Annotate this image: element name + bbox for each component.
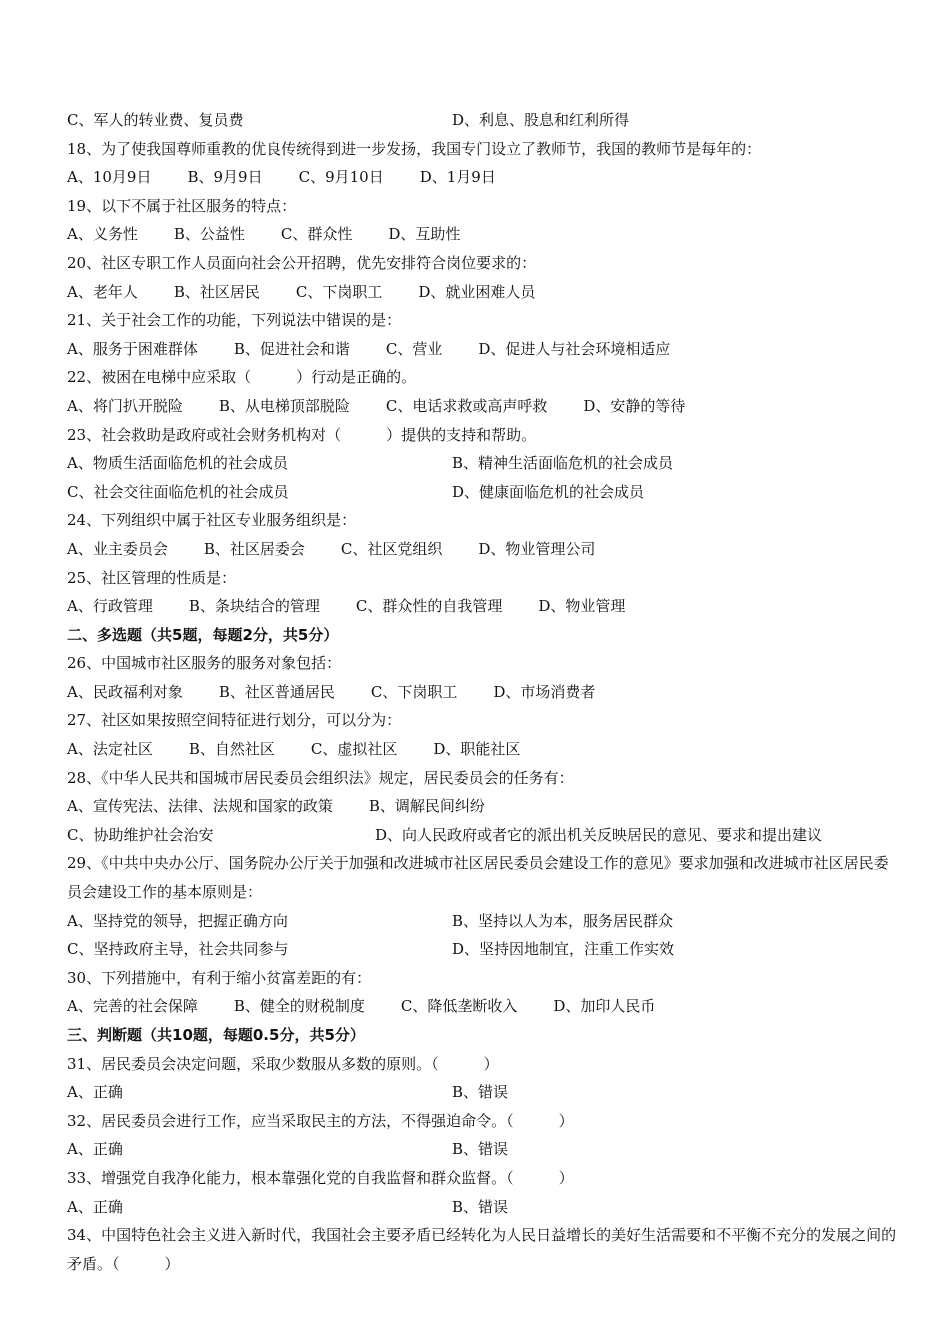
option-c: C、社会交往面临危机的社会成员 — [67, 482, 289, 501]
option-c: C、协助维护社会治安 — [67, 825, 214, 844]
q20-stem: 20、社区专职工作人员面向社会公开招聘，优先安排符合岗位要求的： — [67, 253, 537, 272]
q34-stem: 34、中国特色社会主义进入新时代，我国社会主要矛盾已经转化为人民日益增长的美好生活需要和不平衡不充分的发展之间的矛盾。（ ） — [67, 1226, 897, 1273]
q22-stem: 22、被困在电梯中应采取（ ）行动是正确的。 — [67, 368, 417, 387]
q21-stem: 21、关于社会工作的功能，下列说法中错误的是： — [67, 311, 402, 330]
option-a: A、服务于困难群体 — [67, 339, 198, 358]
q28-stem: 28、《中华人民共和国城市居民委员会组织法》规定，居民委员会的任务有： — [67, 768, 574, 787]
q30-stem: 30、下列措施中，有利于缩小贫富差距的有： — [67, 968, 372, 987]
q25-options-row — [67, 592, 897, 621]
option-c: C、虚拟社区 — [310, 740, 398, 759]
option-b: B、错误 — [452, 1197, 509, 1216]
q32-stem: 32、居民委员会进行工作，应当采取民主的方法，不得强迫命令。（ ） — [67, 1111, 574, 1130]
option-d: D、互助性 — [388, 225, 461, 244]
q23-options-row-2 — [67, 478, 897, 507]
q26-options-row — [67, 678, 897, 707]
q17-options-row — [67, 106, 897, 135]
option-a: A、将门扒开脱险 — [67, 396, 183, 415]
option-b: B、错误 — [452, 1083, 509, 1102]
section-heading-true-false: 三、判断题（共10题，每题0.5分，共5分） — [67, 1026, 365, 1044]
option-b: B、社区居委会 — [203, 539, 305, 558]
option-d: D、物业管理公司 — [478, 539, 596, 558]
option-c: C、9月10日 — [298, 168, 384, 187]
option-c: C、下岗职工 — [370, 682, 458, 701]
q21-options-row — [67, 335, 897, 364]
q28-options-row-2 — [67, 821, 897, 850]
option-b: B、从电梯顶部脱险 — [218, 396, 350, 415]
option-c: C、降低垄断收入 — [400, 997, 518, 1016]
option-a: A、业主委员会 — [67, 539, 168, 558]
option-b: B、自然社区 — [188, 740, 275, 759]
q22-options-row — [67, 392, 897, 421]
q32-options-row — [67, 1135, 897, 1164]
option-a: A、坚持党的领导，把握正确方向 — [67, 911, 288, 930]
option-a: A、10月9日 — [67, 168, 152, 187]
q29-options-row-1 — [67, 907, 897, 936]
q33-stem: 33、增强党自我净化能力，根本靠强化党的自我监督和群众监督。（ ） — [67, 1168, 574, 1187]
option-b: B、公益性 — [173, 225, 245, 244]
option-d: D、市场消费者 — [493, 682, 596, 701]
option-b: B、社区居民 — [173, 282, 260, 301]
option-c: C、下岗职工 — [295, 282, 383, 301]
option-b: B、条块结合的管理 — [188, 597, 320, 616]
option-d: D、加印人民币 — [553, 997, 656, 1016]
option-a: A、物质生活面临危机的社会成员 — [67, 454, 288, 473]
option-a: A、义务性 — [67, 225, 138, 244]
option-b: B、坚持以人为本，服务居民群众 — [452, 911, 674, 930]
q23-options-row-1 — [67, 449, 897, 478]
q24-stem: 24、下列组织中属于社区专业服务组织是： — [67, 511, 357, 530]
option-d: D、促进人与社会环境相适应 — [478, 339, 671, 358]
option-d: D、职能社区 — [433, 740, 521, 759]
q25-stem: 25、社区管理的性质是： — [67, 568, 237, 587]
q27-options-row — [67, 735, 897, 764]
option-b: B、调解民间纠纷 — [368, 797, 485, 816]
option-a: A、行政管理 — [67, 597, 153, 616]
exam-page — [67, 106, 897, 1278]
option-b: B、9月9日 — [187, 168, 263, 187]
option-a: A、宣传宪法、法律、法规和国家的政策 — [67, 797, 333, 816]
option-d: D、向人民政府或者它的派出机关反映居民的意见、要求和提出建议 — [375, 825, 823, 844]
option-b: B、错误 — [452, 1140, 509, 1159]
q24-options-row — [67, 535, 897, 564]
option-c: C、营业 — [385, 339, 443, 358]
option-d: D、1月9日 — [419, 168, 496, 187]
q29-stem: 29、《中共中央办公厅、国务院办公厅关于加强和改进城市社区居民委员会建设工作的意见》要求加强和改进城市社区居民委员会建设工作的基本原则是： — [67, 854, 889, 902]
option-a: A、法定社区 — [67, 740, 153, 759]
q26-stem: 26、中国城市社区服务的服务对象包括： — [67, 654, 342, 673]
q19-stem: 19、以下不属于社区服务的特点： — [67, 196, 297, 215]
q27-stem: 27、社区如果按照空间特征进行划分，可以分为： — [67, 711, 402, 730]
q31-stem: 31、居民委员会决定问题，采取少数服从多数的原则。（ ） — [67, 1054, 499, 1073]
option-c: C、群众性 — [280, 225, 353, 244]
section-heading-multiple-choice: 二、多选题（共5题，每题2分，共5分） — [67, 625, 339, 644]
option-c: C、群众性的自我管理 — [355, 597, 503, 616]
q18-options-row — [67, 163, 897, 192]
option-a: A、老年人 — [67, 282, 138, 301]
option-d: D、健康面临危机的社会成员 — [452, 482, 645, 501]
option-c: C、电话求救或高声呼救 — [385, 396, 548, 415]
option-c: C、军人的转业费、复员费 — [67, 111, 244, 129]
option-a: A、正确 — [67, 1140, 123, 1159]
option-a: A、正确 — [67, 1083, 123, 1102]
option-c: C、坚持政府主导，社会共同参与 — [67, 940, 289, 959]
option-b: B、社区普通居民 — [218, 682, 335, 701]
option-b: B、精神生活面临危机的社会成员 — [452, 454, 674, 473]
q29-options-row-2 — [67, 935, 897, 964]
option-d: D、物业管理 — [538, 597, 626, 616]
option-c: C、社区党组织 — [340, 539, 443, 558]
option-b: B、促进社会和谐 — [233, 339, 350, 358]
q20-options-row — [67, 278, 897, 307]
option-d: D、安静的等待 — [583, 396, 686, 415]
option-d: D、利息、股息和红利所得 — [452, 111, 630, 129]
option-b: B、健全的财税制度 — [233, 997, 365, 1016]
q28-options-row-1 — [67, 792, 897, 821]
option-a: A、正确 — [67, 1197, 123, 1216]
option-a: A、民政福利对象 — [67, 682, 183, 701]
q33-options-row — [67, 1193, 897, 1222]
q19-options-row — [67, 220, 897, 249]
option-a: A、完善的社会保障 — [67, 997, 198, 1016]
option-d: D、坚持因地制宜，注重工作实效 — [452, 940, 675, 959]
option-d: D、就业困难人员 — [418, 282, 536, 301]
q23-stem: 23、社会救助是政府或社会财务机构对（ ）提供的支持和帮助。 — [67, 425, 537, 444]
q31-options-row — [67, 1078, 897, 1107]
q18-stem: 18、为了使我国尊师重教的优良传统得到进一步发扬，我国专门设立了教师节，我国的教师节是每年的： — [67, 139, 762, 158]
q30-options-row — [67, 992, 897, 1021]
